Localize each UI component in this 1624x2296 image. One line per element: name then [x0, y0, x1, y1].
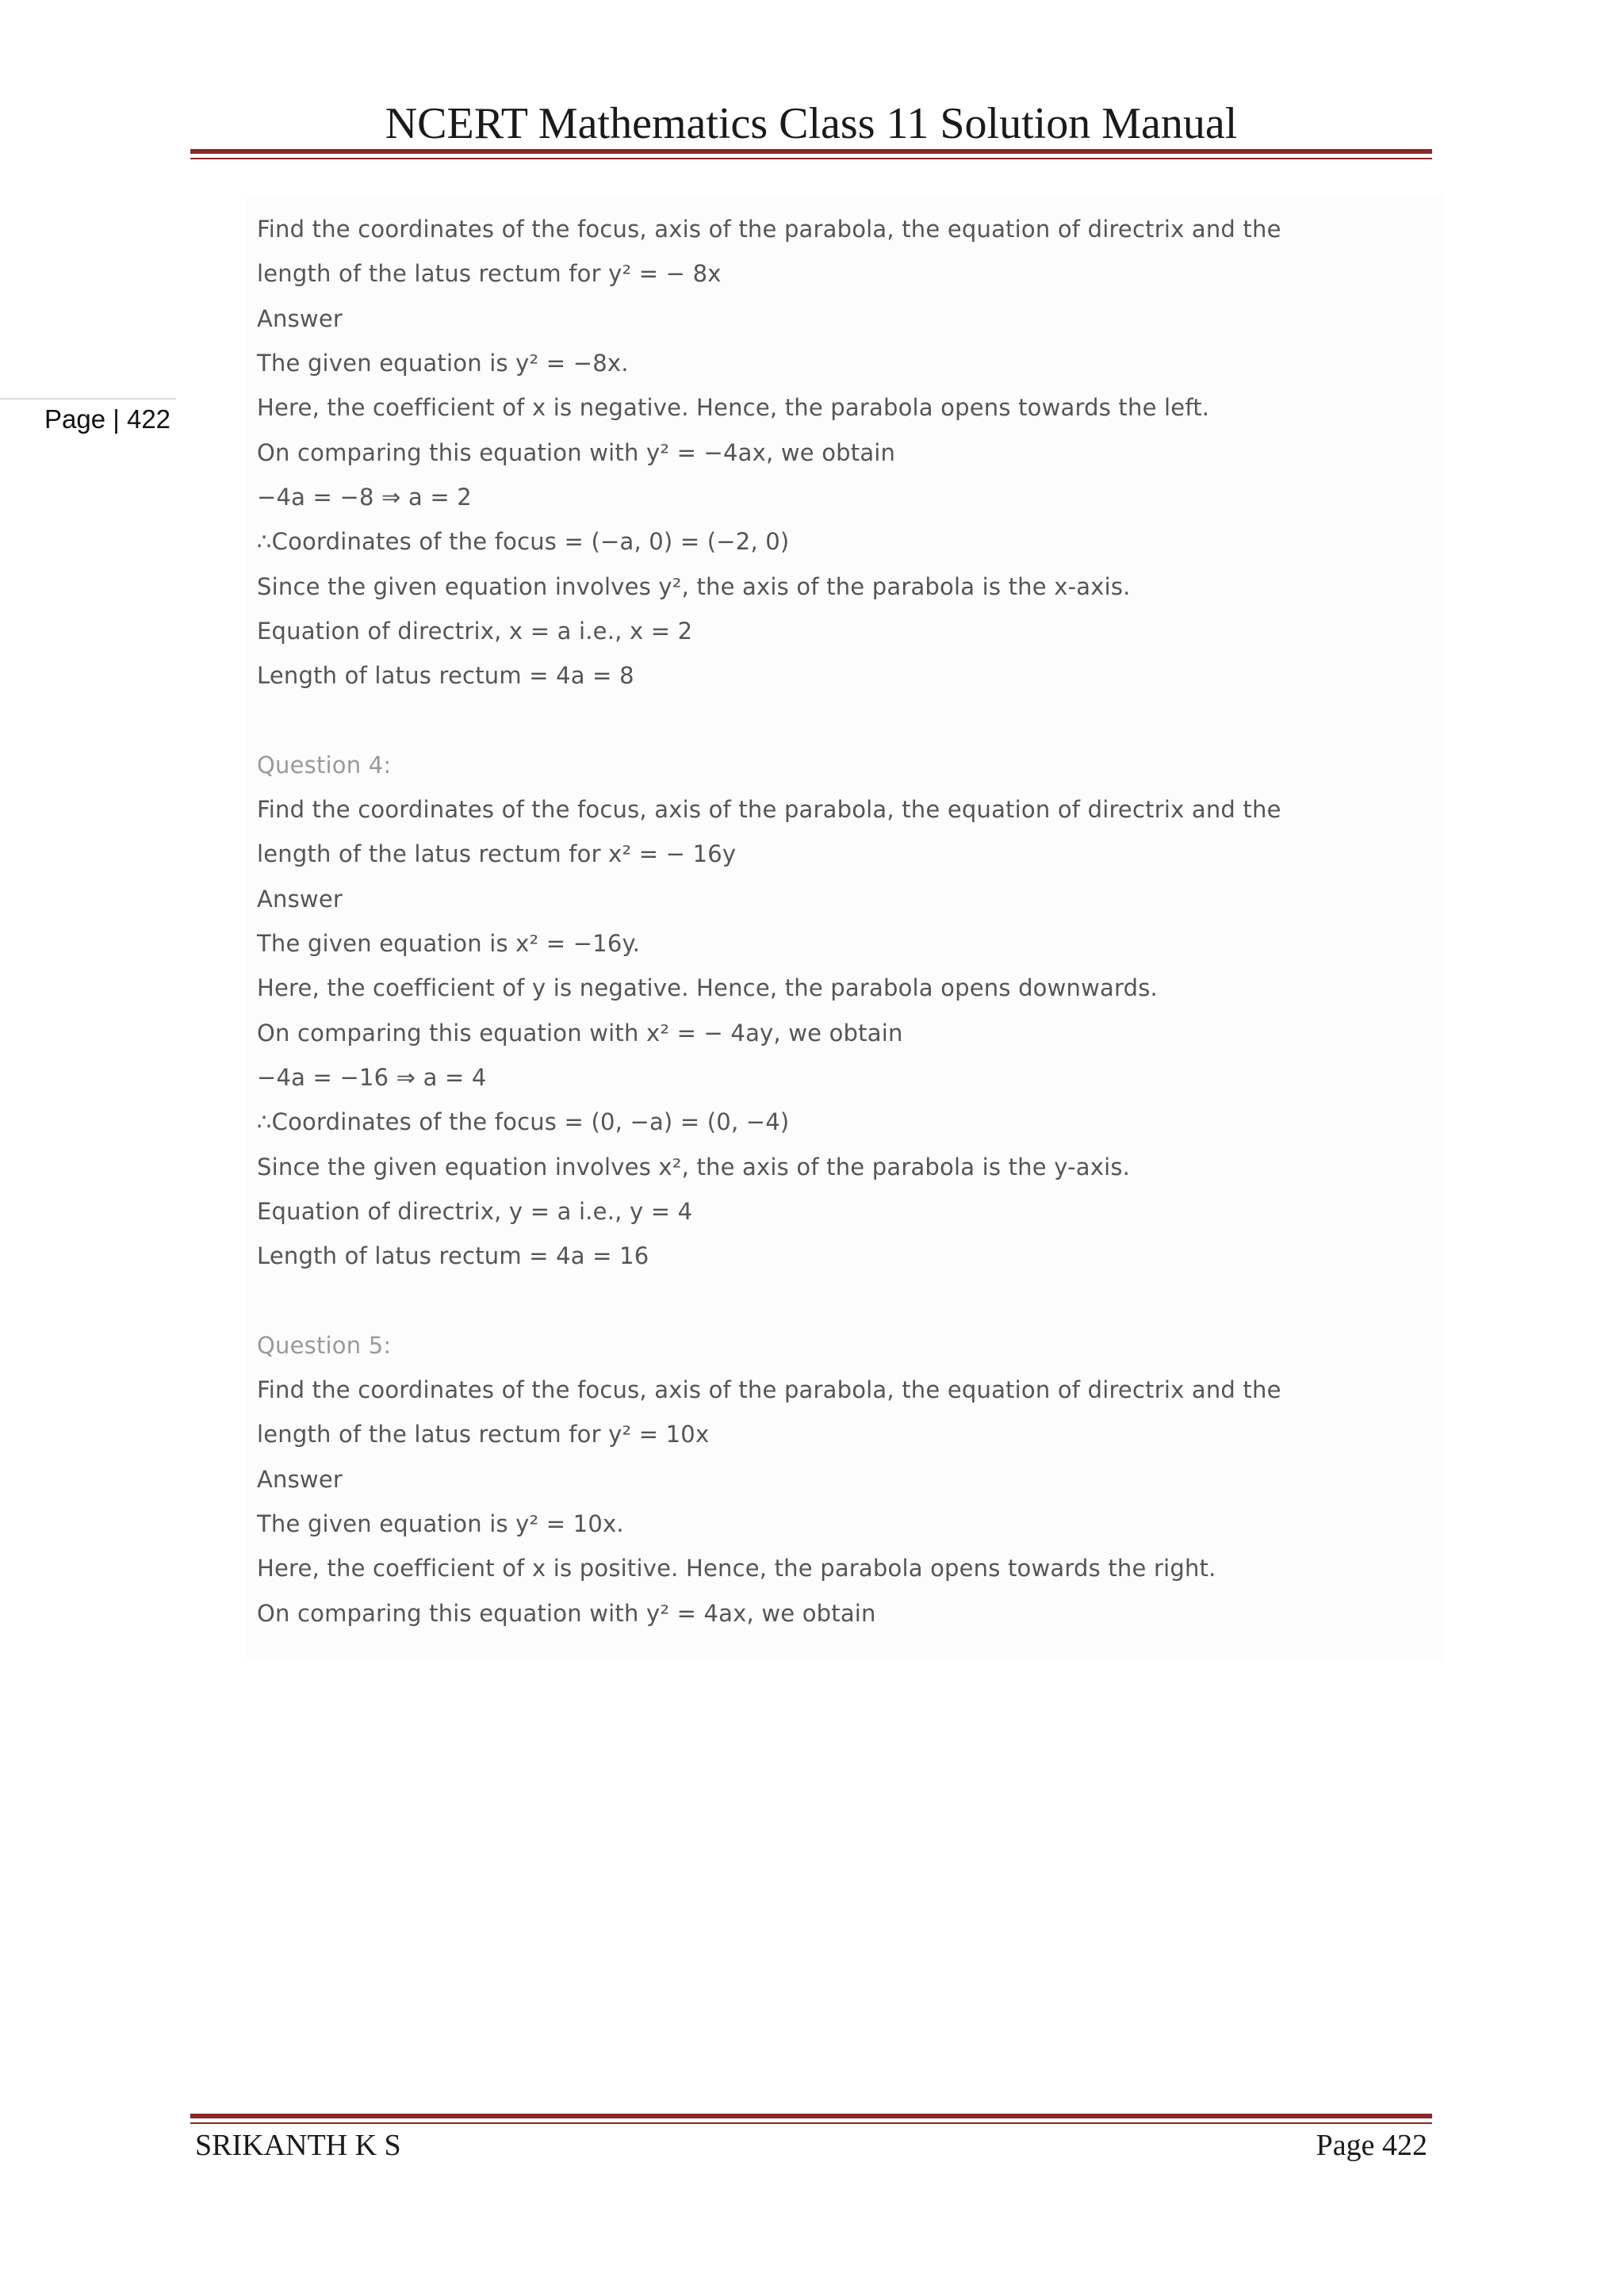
footer-rule-thin: [190, 2122, 1432, 2124]
question-title: Question 4:: [257, 752, 392, 779]
answer-label: Answer: [257, 886, 343, 913]
text-line: The given equation is y² = −8x.: [257, 350, 629, 377]
text-line: Find the coordinates of the focus, axis of the parabola, the equation of directrix and the: [257, 796, 1281, 823]
header-rule-thin: [190, 158, 1432, 159]
text-line: ∴Coordinates of the focus = (0, −a) = (0, −4): [257, 1108, 790, 1135]
answer-label: Answer: [257, 1466, 343, 1493]
text-line: Find the coordinates of the focus, axis of the parabola, the equation of directrix and the: [257, 216, 1281, 243]
text-line: Equation of directrix, y = a i.e., y = 4: [257, 1198, 693, 1225]
text-line: length of the latus rectum for y² = 10x: [257, 1421, 710, 1448]
text-line: Length of latus rectum = 4a = 8: [257, 662, 634, 689]
text-line: Here, the coefficient of x is negative. Hence, the parabola opens towards the left.: [257, 394, 1210, 421]
text-line: The given equation is x² = −16y.: [257, 930, 641, 957]
text-line: Equation of directrix, x = a i.e., x = 2: [257, 618, 693, 645]
solution-content: [246, 197, 1443, 1659]
text-line: −4a = −8 ⇒ a = 2: [257, 484, 472, 511]
text-line: Since the given equation involves y², the axis of the parabola is the x-axis.: [257, 573, 1131, 600]
text-line: Length of latus rectum = 4a = 16: [257, 1242, 649, 1269]
text-line: On comparing this equation with x² = − 4ay, we obtain: [257, 1020, 903, 1047]
text-line: length of the latus rectum for x² = − 16y: [257, 840, 737, 867]
text-line: On comparing this equation with y² = 4ax, we obtain: [257, 1600, 876, 1627]
text-line: The given equation is y² = 10x.: [257, 1510, 624, 1537]
answer-label: Answer: [257, 305, 343, 332]
side-page-label: Page | 422: [44, 404, 171, 434]
text-line: Here, the coefficient of y is negative. Hence, the parabola opens downwards.: [257, 974, 1158, 1001]
page-header-title: NCERT Mathematics Class 11 Solution Manual: [385, 99, 1238, 148]
text-line: On comparing this equation with y² = −4ax, we obtain: [257, 439, 896, 466]
side-divider: [0, 398, 176, 400]
text-line: ∴Coordinates of the focus = (−a, 0) = (−2, 0): [257, 528, 790, 555]
question-title: Question 5:: [257, 1332, 392, 1359]
text-line: length of the latus rectum for y² = − 8x: [257, 260, 722, 287]
footer-rule-thick: [190, 2114, 1432, 2118]
footer-author: SRIKANTH K S: [195, 2129, 401, 2162]
text-line: Since the given equation involves x², the axis of the parabola is the y-axis.: [257, 1154, 1131, 1181]
text-line: −4a = −16 ⇒ a = 4: [257, 1064, 487, 1091]
text-line: Find the coordinates of the focus, axis of the parabola, the equation of directrix and the: [257, 1376, 1281, 1403]
text-line: Here, the coefficient of x is positive. Hence, the parabola opens towards the right.: [257, 1555, 1216, 1582]
header-rule-thick: [190, 149, 1432, 154]
footer-page-number: Page 422: [1316, 2129, 1427, 2162]
